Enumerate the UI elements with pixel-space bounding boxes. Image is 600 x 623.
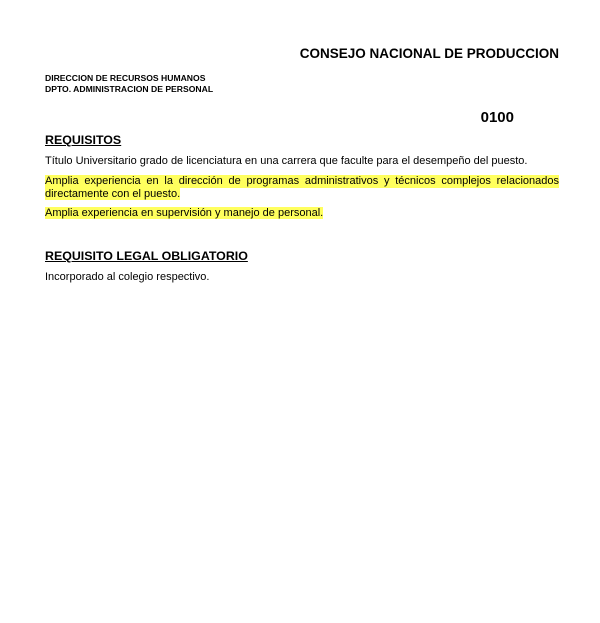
requisito-item-supervision xyxy=(45,207,323,220)
highlighted-text: Amplia experiencia en supervisión y manejo de personal. xyxy=(45,207,324,219)
highlighted-text: Amplia experiencia en la dirección de programas administrativos y técnicos complejos relacionados xyxy=(45,175,559,187)
highlighted-text: directamente con el puesto. xyxy=(45,188,181,200)
department-line-2: DPTO. ADMINISTRACION DE PERSONAL xyxy=(45,83,214,94)
requisito-legal-heading: REQUISITO LEGAL OBLIGATORIO xyxy=(45,249,248,263)
organization-title: CONSEJO NACIONAL DE PRODUCCION xyxy=(299,46,559,61)
requisito-item-experience-line-2 xyxy=(45,188,180,201)
document-code: 0100 xyxy=(480,109,514,126)
requisito-item-degree: Título Universitario grado de licenciatura en una carrera que faculte para el desempeño del puesto. xyxy=(45,155,528,167)
requisitos-heading: REQUISITOS xyxy=(45,133,122,147)
department-block xyxy=(45,73,213,94)
requisito-item-experience-line-1 xyxy=(45,175,559,188)
requisito-legal-item: Incorporado al colegio respectivo. xyxy=(45,271,210,283)
department-line-1: DIRECCION DE RECURSOS HUMANOS xyxy=(45,73,206,83)
